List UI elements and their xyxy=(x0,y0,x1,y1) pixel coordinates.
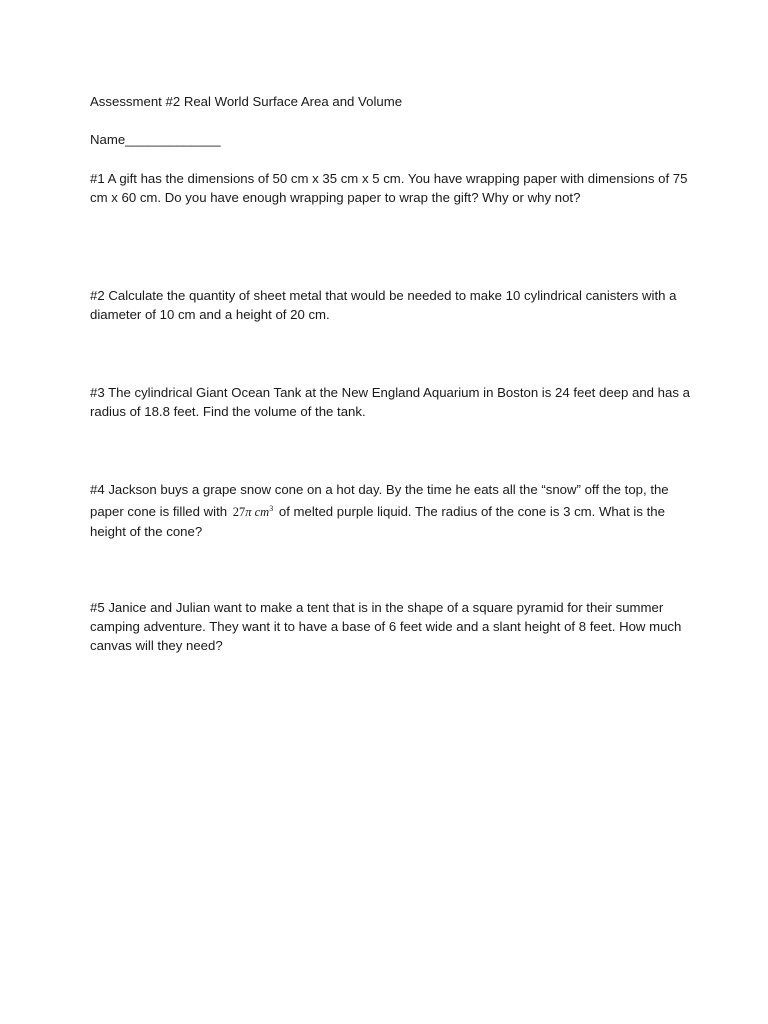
name-field-line: Name_____________ xyxy=(90,132,221,147)
question-4-text-before: #4 Jackson buys a grape snow cone on a hot day. By the time he eats all the “snow” off the top, the paper cone is filled with xyxy=(90,482,669,520)
question-1: #1 A gift has the dimensions of 50 cm x 35 cm x 5 cm. You have wrapping paper with dimensions of 75 cm x 60 cm. Do you have enough wrapping paper to wrap the gift? Why or why not? xyxy=(90,171,688,205)
question-4-text-after: of melted purple liquid. The radius of the cone is 3 cm. What is the height of the cone? xyxy=(90,504,665,540)
volume-symbol: π cm xyxy=(245,505,270,520)
question-4 xyxy=(90,480,690,541)
volume-expression xyxy=(231,505,275,519)
question-3: #3 The cylindrical Giant Ocean Tank at the New England Aquarium in Boston is 24 feet deep and has a radius of 18.8 feet. Find the volume of the tank. xyxy=(90,385,690,419)
volume-exponent: 3 xyxy=(269,504,274,513)
question-5: #5 Janice and Julian want to make a tent that is in the shape of a square pyramid for their summer camping adventure. They want it to have a base of 6 feet wide and a slant height of 8 feet. How much canvas will they need? xyxy=(90,600,682,653)
volume-number: 27 xyxy=(232,505,246,520)
document-title: Assessment #2 Real World Surface Area and Volume xyxy=(90,94,403,109)
question-2: #2 Calculate the quantity of sheet metal that would be needed to make 10 cylindrical canisters with a diameter of 10 cm and a height of 20 cm. xyxy=(90,288,677,322)
